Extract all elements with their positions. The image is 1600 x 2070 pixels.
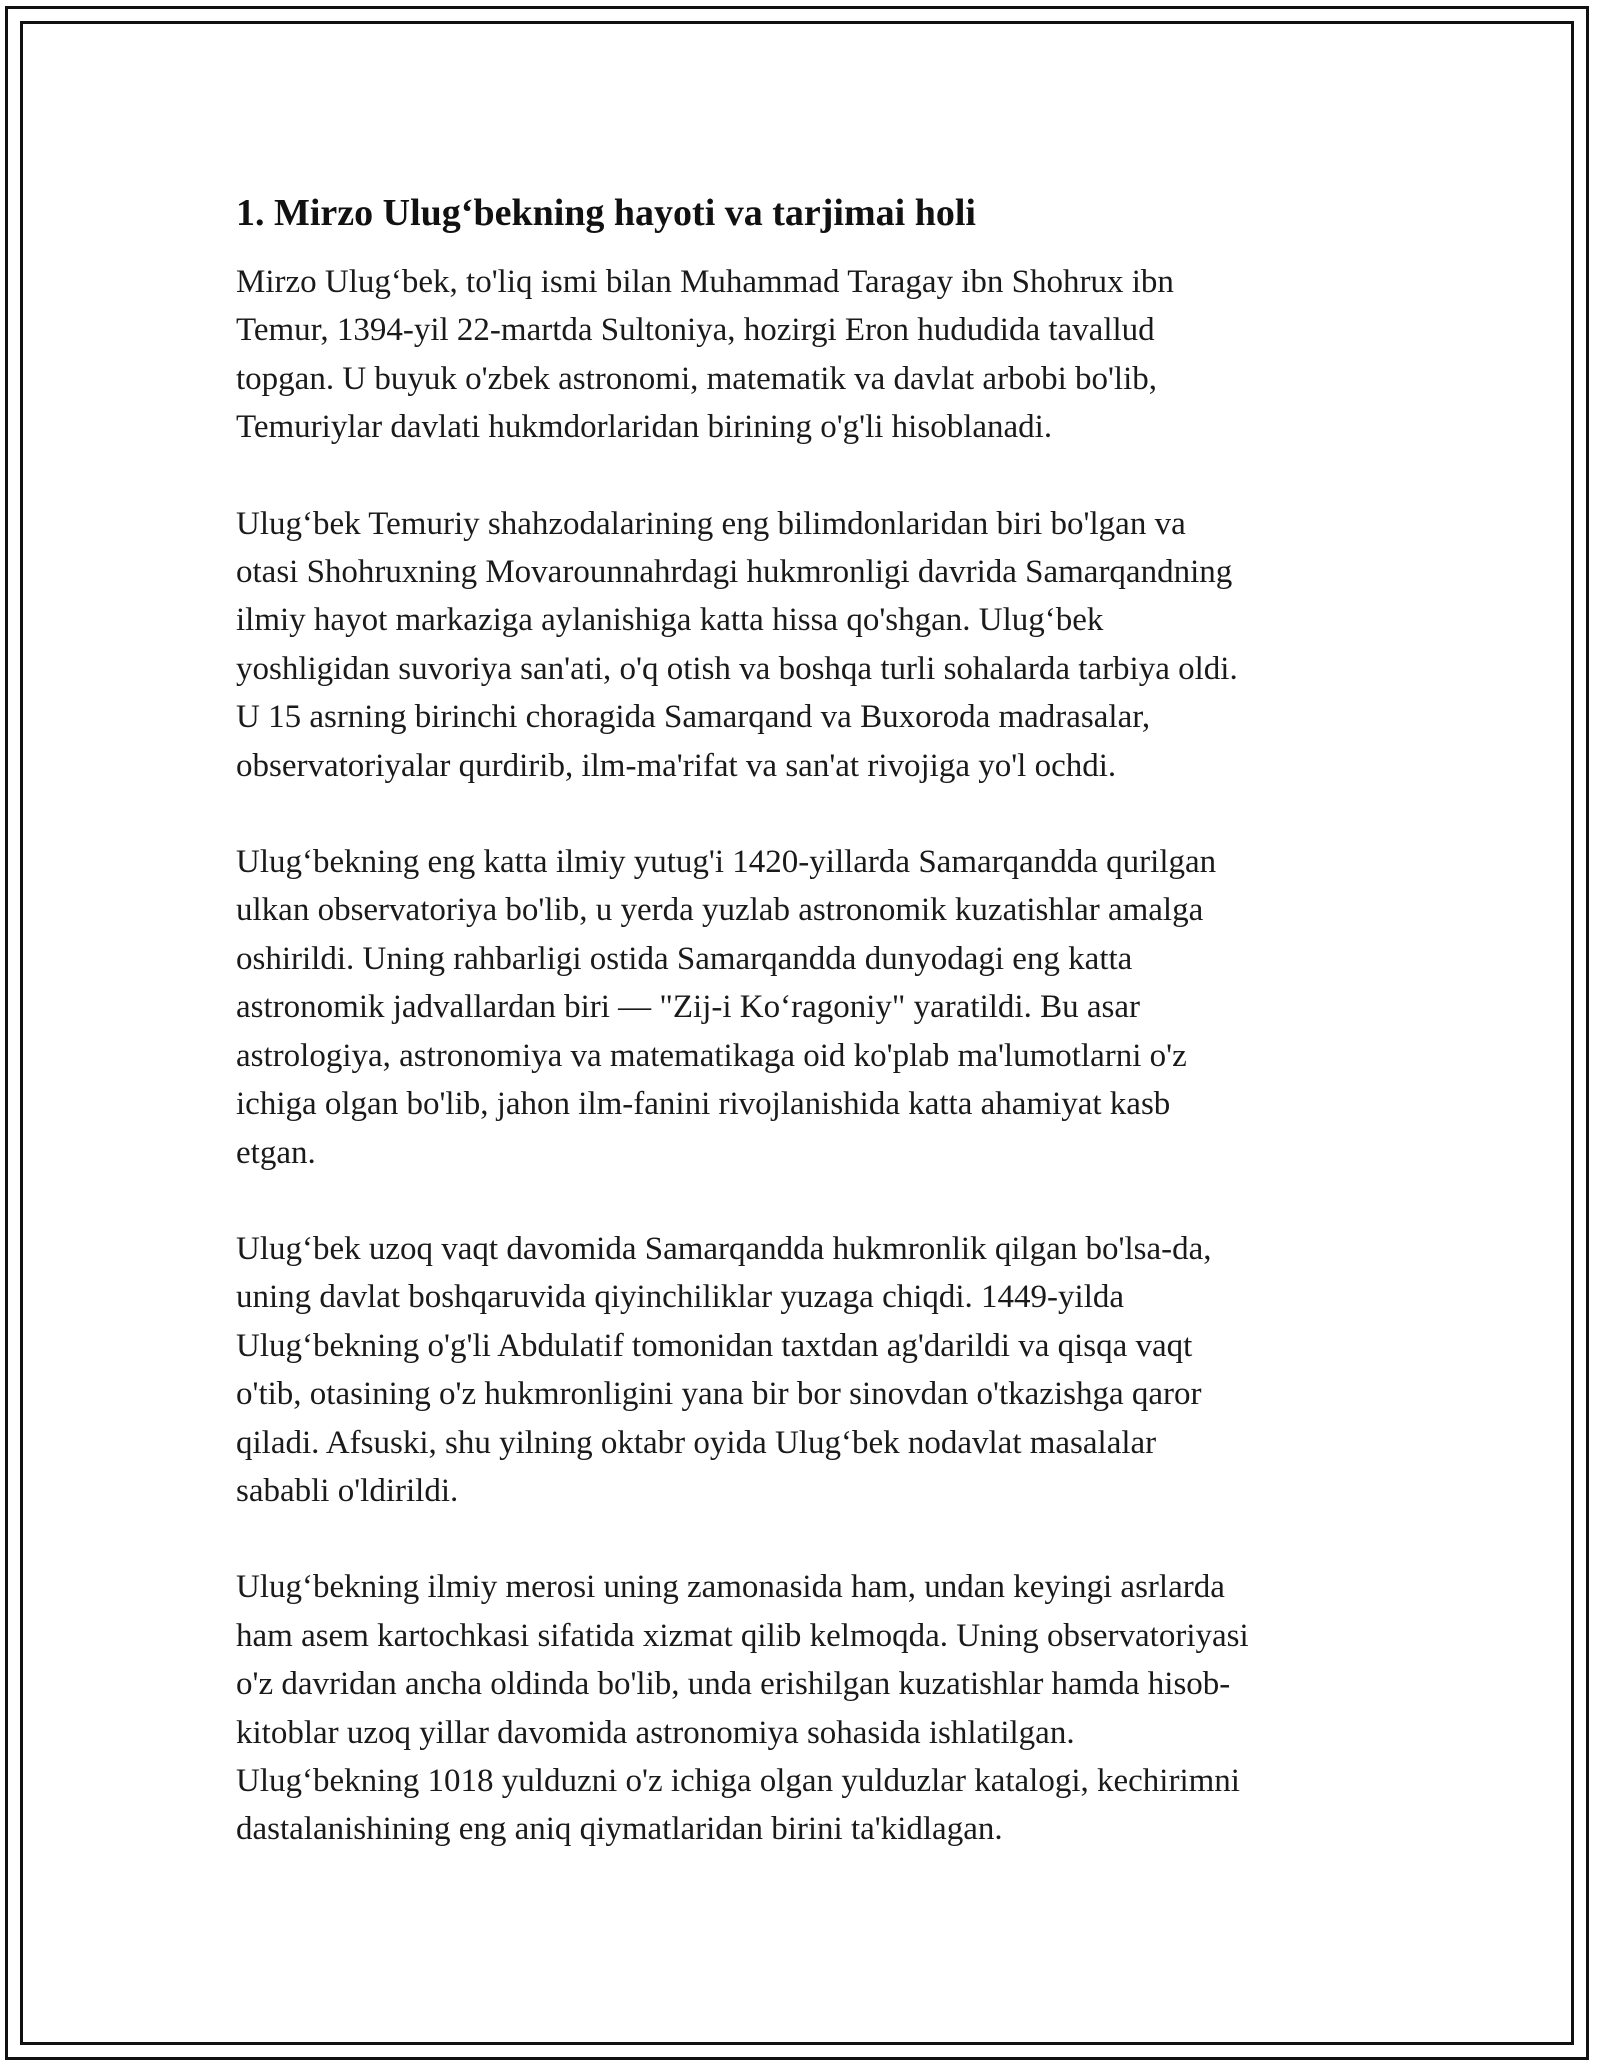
paragraph [236, 500, 1396, 790]
paragraph-line: qiladi. Afsuski, shu yilning oktabr oyida Ulug‘bek nodavlat masalalar [236, 1424, 1157, 1461]
paragraph-line: etgan. [236, 1134, 316, 1171]
paragraph-line: otasi Shohruxning Movarounnahrdagi hukmronligi davrida Samarqandning [236, 554, 1233, 591]
document-body [236, 186, 1396, 1854]
paragraph-line: Ulug‘bek uzoq vaqt davomida Samarqandda hukmronlik qilgan bo'lsa-da, [236, 1230, 1212, 1267]
paragraph-line: ham asem kartochkasi sifatida xizmat qilib kelmoqda. Uning observatoriyasi [236, 1617, 1249, 1654]
paragraph-list [236, 258, 1396, 1854]
paragraph-line: uning davlat boshqaruvida qiyinchiliklar yuzaga chiqdi. 1449-yilda [236, 1279, 1125, 1316]
paragraph-line: kitoblar uzoq yillar davomida astronomiya sohasida ishlatilgan. [236, 1714, 1075, 1751]
paragraph-line: astronomik jadvallardan biri — "Zij-i Ko‘ragoniy" yaratildi. Bu asar [236, 989, 1140, 1026]
paragraph [236, 838, 1396, 1177]
paragraph [236, 1225, 1396, 1515]
paragraph-line: oshirildi. Uning rahbarligi ostida Samarqandda dunyodagi eng katta [236, 940, 1133, 977]
paragraph [236, 258, 1396, 452]
paragraph-line: Ulug‘bekning 1018 yulduzni o'z ichiga olgan yulduzlar katalogi, kechirimni [236, 1762, 1240, 1799]
section-heading: 1. Mirzo Ulug‘bekning hayoti va tarjimai holi [236, 192, 976, 234]
paragraph [236, 1563, 1396, 1853]
paragraph-line: ulkan observatoriya bo'lib, u yerda yuzlab astronomik kuzatishlar amalga [236, 892, 1204, 929]
paragraph-line: Ulug‘bekning eng katta ilmiy yutug'i 1420-yillarda Samarqandda qurilgan [236, 844, 1217, 881]
paragraph-line: sababli o'ldirildi. [236, 1472, 459, 1509]
paragraph-line: o'tib, otasining o'z hukmronligini yana bir bor sinovdan o'tkazishga qaror [236, 1376, 1202, 1413]
paragraph-line: Ulug‘bekning ilmiy merosi uning zamonasida ham, undan keyingi asrlarda [236, 1569, 1225, 1606]
paragraph-line: Ulug‘bekning o'g'li Abdulatif tomonidan taxtdan ag'darildi va qisqa vaqt [236, 1327, 1193, 1364]
paragraph-line: Mirzo Ulug‘bek, to'liq ismi bilan Muhammad Taragay ibn Shohrux ibn [236, 264, 1174, 300]
paragraph-line: Ulug‘bek Temuriy shahzodalarining eng bilimdonlaridan biri bo'lgan va [236, 505, 1186, 542]
paragraph-line: Temur, 1394-yil 22-martda Sultoniya, hozirgi Eron hududida tavallud [236, 312, 1155, 349]
paragraph-line: U 15 asrning birinchi choragida Samarqand va Buxoroda madrasalar, [236, 699, 1151, 736]
paragraph-line: dastalanishining eng aniq qiymatlaridan birini ta'kidlagan. [236, 1811, 1003, 1848]
paragraph-line: ichiga olgan bo'lib, jahon ilm-fanini rivojlanishida katta ahamiyat kasb [236, 1086, 1171, 1123]
paragraph-line: astrologiya, astronomiya va matematikaga oid ko'plab ma'lumotlarni o'z [236, 1037, 1187, 1074]
paragraph-line: topgan. U buyuk o'zbek astronomi, matematik va davlat arbobi bo'lib, [236, 360, 1158, 397]
paragraph-line: observatoriyalar qurdirib, ilm-ma'rifat va san'at rivojiga yo'l ochdi. [236, 747, 1117, 784]
paragraph-line: o'z davridan ancha oldinda bo'lib, unda erishilgan kuzatishlar hamda hisob- [236, 1666, 1231, 1703]
paragraph-line: ilmiy hayot markaziga aylanishiga katta hissa qo'shgan. Ulug‘bek [236, 602, 1104, 639]
paragraph-line: yoshligidan suvoriya san'ati, o'q otish va boshqa turli sohalarda tarbiya oldi. [236, 650, 1238, 687]
paragraph-line: Temuriylar davlati hukmdorlaridan birining o'g'li hisoblanadi. [236, 409, 1053, 446]
